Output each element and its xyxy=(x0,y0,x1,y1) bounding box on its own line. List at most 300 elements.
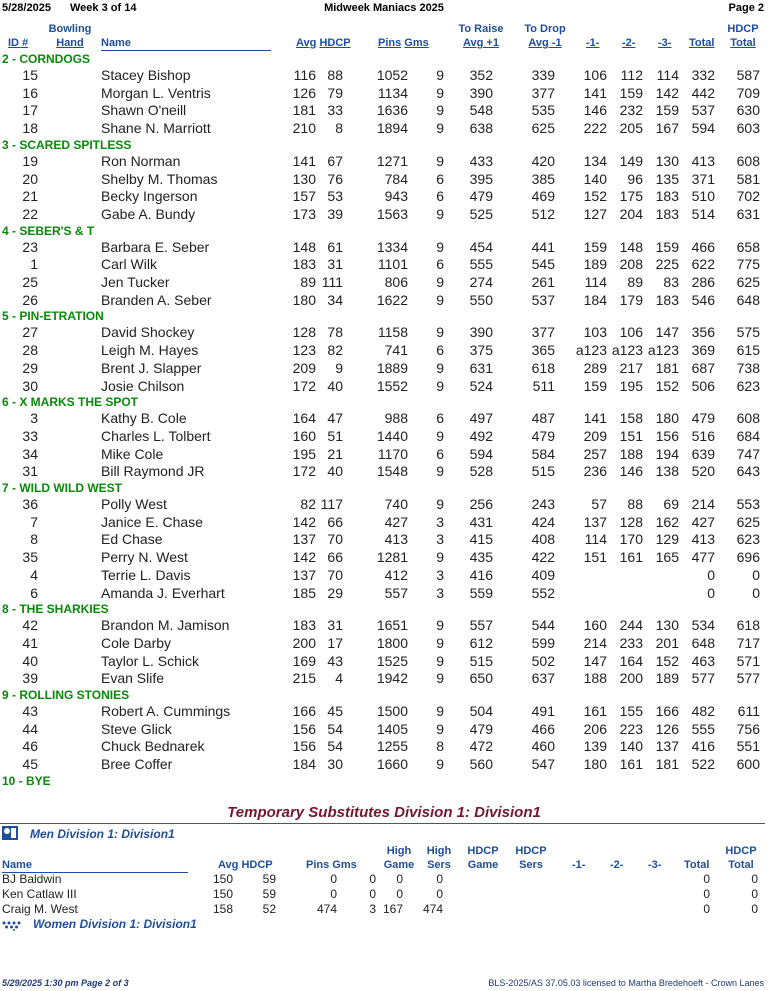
bowler-stat: 161 xyxy=(583,703,607,719)
bowler-stat: 584 xyxy=(531,445,555,462)
bowler-stat: 575 xyxy=(736,324,760,341)
bowler-stat: 441 xyxy=(531,238,555,255)
bowler-stat: 151 xyxy=(583,549,607,566)
bowler-stat: 422 xyxy=(531,549,555,566)
bowler-stat: 6 xyxy=(436,410,444,427)
bowler-row xyxy=(0,85,768,103)
bowler-stat: 756 xyxy=(736,720,760,737)
bowler-stat: 943 xyxy=(384,188,408,205)
bowler-stat: 4 xyxy=(335,670,343,687)
bowler-stat: 140 xyxy=(619,738,643,755)
bowler-stat: 33 xyxy=(22,427,38,444)
bowler-name: David Shockey xyxy=(101,324,195,341)
bowler-stat: 160 xyxy=(292,427,316,444)
bowler-stat: 537 xyxy=(691,102,715,119)
bowler-stat: 160 xyxy=(583,617,607,634)
substitutes-title: Temporary Substitutes Division 1: Division1 xyxy=(227,804,541,821)
sub-col-hdcp-sers: HDCP Sers xyxy=(515,845,547,871)
bowler-row xyxy=(0,670,768,688)
bowler-stat: 139 xyxy=(583,738,607,755)
bowler-stat: 217 xyxy=(619,359,643,376)
bowler-stat: 497 xyxy=(469,410,493,427)
bowler-stat: 352 xyxy=(469,67,493,83)
bowler-stat: 557 xyxy=(384,584,408,601)
col-game3: -3- xyxy=(658,37,672,49)
bowler-stat: 9 xyxy=(436,463,444,480)
bowler-name: Janice E. Chase xyxy=(101,513,203,530)
bowler-stat: 195 xyxy=(292,445,316,462)
bowler-stat: 40 xyxy=(327,463,343,480)
sub-col-hdcp-game: HDCP Game xyxy=(467,845,499,871)
bowler-stat: 200 xyxy=(619,670,643,687)
substitute-stat: 52 xyxy=(262,902,276,916)
bowler-stat: 9 xyxy=(436,324,444,341)
sub-col-hdcp-total: HDCP Total xyxy=(725,845,757,871)
men-icon xyxy=(2,826,18,840)
substitute-stat: 0 xyxy=(703,887,710,901)
bowler-stat: 738 xyxy=(736,359,760,376)
bowler-stat: 6 xyxy=(436,445,444,462)
substitute-stat: 167 xyxy=(382,902,403,916)
bowler-stat: 57 xyxy=(591,496,607,512)
substitute-stat: 0 xyxy=(369,872,376,886)
bowler-stat: 141 xyxy=(583,84,607,101)
bowler-stat: 6 xyxy=(436,256,444,273)
bowler-stat: 365 xyxy=(531,342,555,359)
team-header: 2 - CORNDOGS xyxy=(2,52,91,66)
bowler-stat: 66 xyxy=(327,513,343,530)
bowler-stat: 550 xyxy=(469,291,493,308)
bowler-stat: 643 xyxy=(736,463,760,480)
bowler-stat: 559 xyxy=(469,584,493,601)
substitute-name: BJ Baldwin xyxy=(2,872,62,886)
bowler-stat: 148 xyxy=(619,238,643,255)
bowler-stat: 571 xyxy=(736,652,760,669)
bowler-stat: 460 xyxy=(531,738,555,755)
bowler-stat: 151 xyxy=(619,427,643,444)
bowler-stat: 161 xyxy=(619,549,643,566)
bowler-stat: 142 xyxy=(292,513,316,530)
bowler-stat: 520 xyxy=(691,463,715,480)
bowler-stat: 625 xyxy=(736,513,760,530)
footer-left: 5/29/2025 1:30 pm Page 2 of 3 xyxy=(2,978,129,988)
bowler-stat: 164 xyxy=(619,652,643,669)
bowler-stat: 88 xyxy=(327,67,343,83)
bowler-stat: 188 xyxy=(619,445,643,462)
bowler-stat: 0 xyxy=(707,566,715,583)
bowler-stat: 114 xyxy=(584,274,607,290)
bowler-stat: 553 xyxy=(736,496,760,512)
bowler-stat: 21 xyxy=(22,188,38,205)
bowler-stat: 390 xyxy=(469,84,493,101)
bowler-stat: 413 xyxy=(384,531,408,548)
bowler-stat: 128 xyxy=(292,324,316,341)
bowler-row xyxy=(0,703,768,721)
bowler-stat: 189 xyxy=(583,256,607,273)
women-division-label: Women Division 1: Division1 xyxy=(33,917,197,931)
bowler-stat: 577 xyxy=(691,670,715,687)
footer-right: BLS-2025/AS 37.05.03 licensed to Martha Bredehoeft - Crown Lanes xyxy=(488,978,764,988)
bowler-row xyxy=(0,585,768,603)
substitute-stat: 158 xyxy=(212,902,233,916)
bowler-stat: 1800 xyxy=(376,634,408,651)
bowler-stat: 608 xyxy=(736,410,760,427)
bowler-stat: 82 xyxy=(300,496,316,512)
bowler-stat: 612 xyxy=(469,634,493,651)
bowler-stat: 581 xyxy=(736,170,760,187)
bowler-name: Shelby M. Thomas xyxy=(101,170,218,187)
bowler-stat: 6 xyxy=(436,170,444,187)
bowler-stat: 502 xyxy=(531,652,555,669)
bowler-stat: 420 xyxy=(531,152,555,169)
col-avg-hdcp: Avg HDCP xyxy=(296,37,351,49)
bowler-stat: 603 xyxy=(736,120,760,137)
bowler-stat: 1894 xyxy=(376,120,408,137)
bowler-stat: 599 xyxy=(531,634,555,651)
bowler-stat: 61 xyxy=(327,238,343,255)
bowler-row xyxy=(0,102,768,120)
bowler-stat: 22 xyxy=(22,205,38,222)
bowler-stat: 650 xyxy=(469,670,493,687)
bowler-stat: 152 xyxy=(655,652,679,669)
bowler-name: Mike Cole xyxy=(101,445,164,462)
bowler-stat: 23 xyxy=(22,238,38,255)
bowler-stat: 106 xyxy=(619,324,643,341)
bowler-stat: 146 xyxy=(619,463,643,480)
bowler-stat: 332 xyxy=(691,67,715,83)
bowler-stat: 408 xyxy=(531,531,555,548)
bowler-name: Kathy B. Cole xyxy=(101,410,187,427)
bowler-stat: 35 xyxy=(22,549,38,566)
bowler-stat: 233 xyxy=(619,634,643,651)
substitute-stat: 0 xyxy=(703,872,710,886)
bowler-stat: 30 xyxy=(327,756,343,773)
bowler-stat: 9 xyxy=(436,427,444,444)
bowler-stat: 479 xyxy=(469,720,493,737)
bowler-stat: 137 xyxy=(655,738,679,755)
bowler-stat: 1889 xyxy=(376,359,408,376)
bowler-stat: 138 xyxy=(655,463,679,480)
bowler-stat: 639 xyxy=(691,445,715,462)
bowler-stat: 1255 xyxy=(376,738,408,755)
bowler-stat: 415 xyxy=(469,531,493,548)
bowler-stat: 463 xyxy=(691,652,715,669)
substitute-name: Ken Catlaw III xyxy=(2,887,77,901)
bowler-row xyxy=(0,274,768,292)
bowler-stat: 0 xyxy=(752,566,760,583)
bowler-stat: 31 xyxy=(327,617,343,634)
bowler-stat: 130 xyxy=(655,152,679,169)
substitute-stat: 474 xyxy=(316,902,337,916)
bowler-row xyxy=(0,206,768,224)
bowler-stat: 9 xyxy=(436,291,444,308)
col-to-raise: To Raise Avg +1 xyxy=(458,23,504,49)
col-pins-gms: Pins Gms xyxy=(378,37,429,49)
bowler-stat: 416 xyxy=(469,566,493,583)
bowler-stat: 66 xyxy=(327,549,343,566)
bowler-stat: 3 xyxy=(436,531,444,548)
bowler-stat: 180 xyxy=(292,291,316,308)
bowler-stat: 433 xyxy=(469,152,493,169)
bowler-stat: 166 xyxy=(292,703,316,719)
bowler-stat: 615 xyxy=(736,342,760,359)
bowler-stat: 416 xyxy=(691,738,715,755)
bowler-stat: 9 xyxy=(436,634,444,651)
bowler-stat: 189 xyxy=(655,670,679,687)
bowler-stat: 385 xyxy=(531,170,555,187)
bowler-stat: 8 xyxy=(436,738,444,755)
bowler-stat: 184 xyxy=(292,756,316,773)
bowler-stat: 40 xyxy=(22,652,38,669)
bowler-stat: 577 xyxy=(736,670,760,687)
bowler-row xyxy=(0,567,768,585)
substitute-stat: 0 xyxy=(751,887,758,901)
bowler-stat: 169 xyxy=(292,652,316,669)
bowler-stat: 7 xyxy=(30,513,38,530)
bowler-stat: 183 xyxy=(655,205,679,222)
bowler-stat: 413 xyxy=(691,152,715,169)
bowler-stat: 477 xyxy=(691,549,715,566)
bowler-stat: 112 xyxy=(620,67,643,83)
bowler-stat: 482 xyxy=(691,703,715,719)
substitute-stat: 0 xyxy=(703,902,710,916)
bowler-stat: 395 xyxy=(469,170,493,187)
bowler-stat: 492 xyxy=(469,427,493,444)
sub-col-total: Total xyxy=(684,859,710,871)
bowler-stat: 45 xyxy=(22,756,38,773)
bowler-stat: 472 xyxy=(469,738,493,755)
bowler-stat: 511 xyxy=(532,377,555,394)
bowler-stat: 20 xyxy=(22,170,38,187)
bowler-stat: 491 xyxy=(531,703,555,719)
divider xyxy=(0,823,765,824)
bowler-stat: 141 xyxy=(292,152,316,169)
bowler-stat: 1440 xyxy=(376,427,408,444)
bowler-stat: 6 xyxy=(436,342,444,359)
team-header: 5 - PIN-ETRATION xyxy=(2,309,104,324)
bowler-stat: 21 xyxy=(327,445,343,462)
bowler-stat: 487 xyxy=(531,410,555,427)
bowler-stat: 40 xyxy=(327,377,343,394)
bowler-name: Carl Wilk xyxy=(101,256,157,273)
bowler-stat: 412 xyxy=(384,566,408,583)
col-name: Name xyxy=(101,36,271,51)
bowler-stat: 8 xyxy=(335,120,343,137)
bowler-row xyxy=(0,120,768,138)
bowler-stat: 522 xyxy=(691,756,715,773)
bowler-stat: 36 xyxy=(22,496,38,512)
bowler-stat: 194 xyxy=(655,445,679,462)
bowler-name: Ron Norman xyxy=(101,152,181,169)
bowler-name: Branden A. Seber xyxy=(101,291,212,308)
col-bowling-hand: Bowling Hand xyxy=(48,23,92,49)
bowler-stat: a123 xyxy=(575,342,607,359)
substitute-stat: 0 xyxy=(436,887,443,901)
bowler-row xyxy=(0,549,768,567)
bowler-row xyxy=(0,239,768,257)
bowler-name: Brandon M. Jamison xyxy=(101,617,230,634)
bowler-stat: 82 xyxy=(327,342,343,359)
bowler-stat: 44 xyxy=(22,720,38,737)
bowler-stat: 257 xyxy=(583,445,607,462)
bowler-stat: 173 xyxy=(292,205,316,222)
bowler-stat: 158 xyxy=(619,410,643,427)
bowler-stat: 156 xyxy=(292,720,316,737)
bowler-stat: 29 xyxy=(22,359,38,376)
bowler-stat: 183 xyxy=(655,188,679,205)
bowler-stat: 159 xyxy=(619,84,643,101)
team-header: 7 - WILD WILD WEST xyxy=(2,481,122,495)
bowler-stat: 435 xyxy=(469,549,493,566)
bowler-stat: 117 xyxy=(320,496,343,512)
bowler-stat: 103 xyxy=(583,324,607,341)
substitute-row xyxy=(0,887,768,902)
col-to-drop: To Drop Avg -1 xyxy=(524,23,566,49)
bowler-stat: 528 xyxy=(469,463,493,480)
bowler-stat: 261 xyxy=(531,274,555,290)
bowler-name: Shawn O'neill xyxy=(101,102,187,119)
bowler-stat: 114 xyxy=(656,67,679,83)
bowler-stat: 3 xyxy=(436,584,444,601)
bowler-stat: 544 xyxy=(531,617,555,634)
bowler-stat: 1158 xyxy=(377,324,408,341)
bowler-stat: 631 xyxy=(736,205,760,222)
bowler-stat: 0 xyxy=(752,584,760,601)
bowler-stat: 46 xyxy=(22,738,38,755)
bowler-stat: 43 xyxy=(22,703,38,719)
col-id: ID # xyxy=(8,37,29,49)
bowler-stat: 587 xyxy=(736,67,760,83)
bowler-row xyxy=(0,617,768,635)
bowler-stat: 34 xyxy=(327,291,343,308)
bowler-stat: 54 xyxy=(327,738,343,755)
bowler-row xyxy=(0,496,768,514)
bowler-stat: 162 xyxy=(655,513,679,530)
bowler-stat: 83 xyxy=(663,274,679,290)
team-header: 6 - X MARKS THE SPOT xyxy=(2,395,139,410)
bowler-name: Stacey Bishop xyxy=(101,67,191,83)
bowler-name: Charles L. Tolbert xyxy=(101,427,211,444)
bowler-stat: 188 xyxy=(583,670,607,687)
bowler-stat: 25 xyxy=(22,274,38,290)
substitute-stat: 474 xyxy=(422,902,443,916)
sub-col-game2: -2- xyxy=(610,859,624,871)
substitute-stat: 3 xyxy=(369,902,376,916)
bowler-stat: 9 xyxy=(436,756,444,773)
bowler-stat: 204 xyxy=(619,205,643,222)
bowler-stat: 552 xyxy=(531,584,555,601)
substitute-stat: 59 xyxy=(262,887,276,901)
bowler-stat: 156 xyxy=(292,738,316,755)
bowler-stat: 130 xyxy=(655,617,679,634)
bowler-stat: 3 xyxy=(436,566,444,583)
bowler-stat: 129 xyxy=(655,531,679,548)
bowler-stat: 9 xyxy=(436,102,444,119)
bowler-stat: 181 xyxy=(292,102,316,119)
bowler-stat: 1500 xyxy=(376,703,408,719)
bowler-stat: 594 xyxy=(691,120,715,137)
bowler-stat: 3 xyxy=(436,513,444,530)
bowler-stat: 9 xyxy=(436,359,444,376)
bowler-row xyxy=(0,514,768,532)
bowler-stat: 214 xyxy=(583,634,607,651)
bowler-stat: 181 xyxy=(655,359,679,376)
report-date: 5/28/2025 xyxy=(2,2,51,14)
bowler-stat: 442 xyxy=(691,84,715,101)
bowler-row xyxy=(0,635,768,653)
bowler-stat: 479 xyxy=(469,188,493,205)
bowler-stat: 9 xyxy=(436,238,444,255)
bowler-name: Taylor L. Schick xyxy=(101,652,200,669)
bowler-stat: 9 xyxy=(436,549,444,566)
bowler-stat: 33 xyxy=(327,102,343,119)
league-title: Midweek Maniacs 2025 xyxy=(324,2,444,14)
bowler-row xyxy=(0,756,768,774)
bowler-name: Amanda J. Everhart xyxy=(101,584,225,601)
bowler-row xyxy=(0,153,768,171)
bowler-stat: 134 xyxy=(583,152,607,169)
bowler-stat: 274 xyxy=(469,274,493,290)
bowler-stat: 79 xyxy=(327,84,343,101)
bowler-stat: 687 xyxy=(691,359,715,376)
bowler-stat: 431 xyxy=(469,513,493,530)
substitute-name: Craig M. West xyxy=(2,902,78,916)
bowler-stat: 244 xyxy=(619,617,643,634)
bowler-stat: 53 xyxy=(327,188,343,205)
bowler-stat: 747 xyxy=(736,445,760,462)
bowler-stat: 9 xyxy=(436,205,444,222)
bowler-stat: 126 xyxy=(292,84,316,101)
bowler-stat: 1134 xyxy=(377,84,408,101)
bowler-stat: 175 xyxy=(619,188,643,205)
bowler-stat: 152 xyxy=(655,377,679,394)
bowler-stat: 42 xyxy=(22,617,38,634)
bowler-stat: 648 xyxy=(736,291,760,308)
bowler-stat: 183 xyxy=(292,617,316,634)
bowler-stat: 215 xyxy=(292,670,316,687)
bowler-stat: 1552 xyxy=(376,377,408,394)
bowler-stat: 9 xyxy=(436,496,444,512)
bowler-stat: 375 xyxy=(469,342,493,359)
bowler-stat: 510 xyxy=(691,188,715,205)
bowler-stat: 623 xyxy=(736,531,760,548)
bowler-stat: 183 xyxy=(655,291,679,308)
bowler-stat: 548 xyxy=(469,102,493,119)
bowler-stat: 1563 xyxy=(376,205,408,222)
sub-col-high-game: High Game xyxy=(383,845,415,871)
bowler-stat: 8 xyxy=(30,531,38,548)
bowler-stat: 625 xyxy=(531,120,555,137)
bowler-stat: 547 xyxy=(531,756,555,773)
sub-col-pins-gms: Pins Gms xyxy=(306,859,357,871)
bowler-name: Bree Coffer xyxy=(101,756,173,773)
bowler-stat: 625 xyxy=(736,274,760,290)
col-total: Total xyxy=(689,37,715,49)
bowler-stat: 637 xyxy=(531,670,555,687)
bowler-stat: 127 xyxy=(583,205,607,222)
bowler-stat: 70 xyxy=(327,531,343,548)
bowler-name: Morgan L. Ventris xyxy=(101,84,211,101)
bowler-name: Cole Darby xyxy=(101,634,172,651)
bowler-stat: 702 xyxy=(736,188,760,205)
bowler-stat: 41 xyxy=(22,634,38,651)
bowler-stat: 28 xyxy=(22,342,38,359)
bowler-stat: 618 xyxy=(531,359,555,376)
bowler-name: Leigh M. Hayes xyxy=(101,342,199,359)
bowler-stat: 9 xyxy=(436,720,444,737)
bowler-name: Shane N. Marriott xyxy=(101,120,211,137)
bowler-stat: 51 xyxy=(327,427,343,444)
